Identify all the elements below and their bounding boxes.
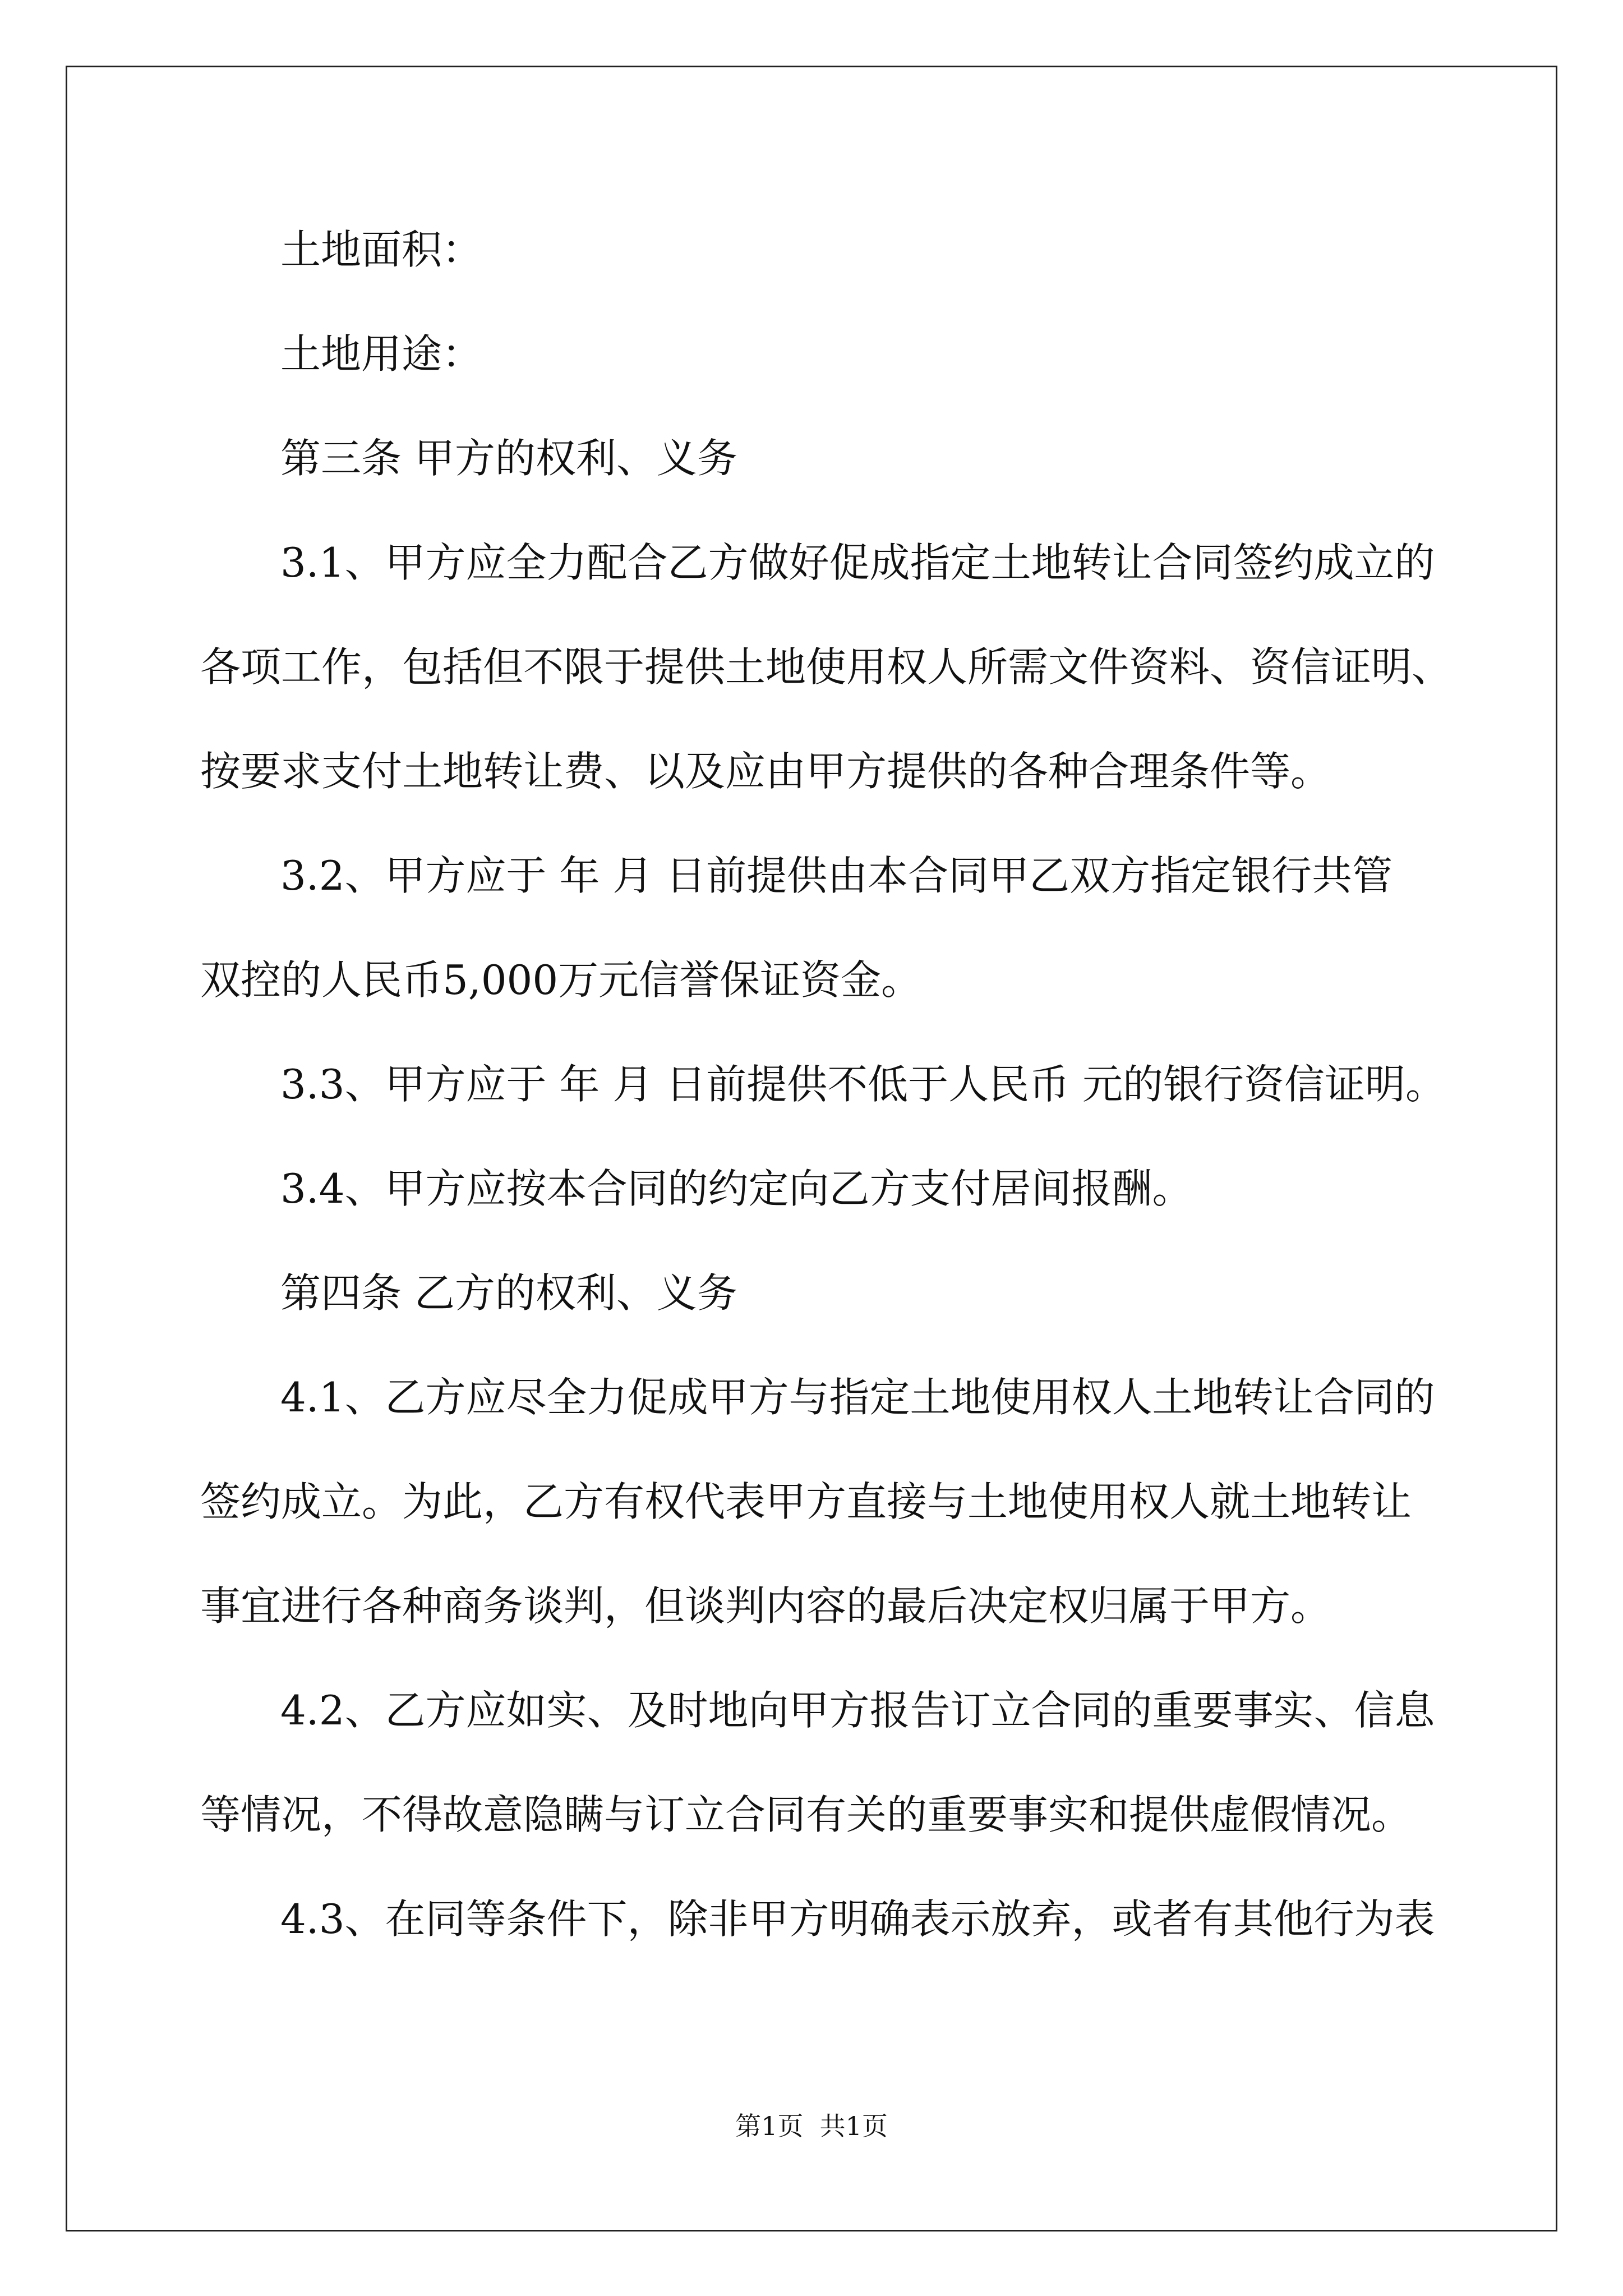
clause-3-1-line-1: 3.1、甲方应全力配合乙方做好促成指定土地转让合同签约成立的 (280, 539, 1435, 586)
clause-3-2-line-1: 3.2、甲方应于 年 月 日前提供由本合同甲乙双方指定银行共管 (280, 852, 1393, 899)
article-4-heading: 第四条 乙方的权利、义务 (280, 1269, 737, 1317)
clause-3-3: 3.3、甲方应于 年 月 日前提供不低于人民币 元的银行资信证明。 (280, 1061, 1446, 1108)
clause-4-2-line-2: 等情况，不得故意隐瞒与订立合同有关的重要事实和提供虚假情况。 (200, 1791, 1412, 1838)
clause-3-4: 3.4、甲方应按本合同的约定向乙方支付居间报酬。 (280, 1165, 1193, 1212)
clause-3-1-line-3: 按要求支付土地转让费、以及应由甲方提供的各种合理条件等。 (200, 748, 1331, 795)
clause-3-2-line-2: 双控的人民币5,000万元信誉保证资金。 (200, 956, 922, 1004)
clause-4-1-line-2: 签约成立。为此，乙方有权代表甲方直接与土地使用权人就土地转让 (200, 1478, 1412, 1525)
clause-3-1-line-2: 各项工作，包括但不限于提供土地使用权人所需文件资料、资信证明、 (200, 643, 1453, 691)
paragraph-land-use: 土地用途： (280, 330, 483, 378)
paragraph-land-area: 土地面积： (280, 226, 483, 273)
article-3-heading: 第三条 甲方的权利、义务 (280, 435, 737, 482)
clause-4-2-line-1: 4.2、乙方应如实、及时地向甲方报告订立合同的重要事实、信息 (280, 1687, 1435, 1734)
page-footer: 第1页 共1页 (735, 2111, 888, 2141)
clause-4-1-line-3: 事宜进行各种商务谈判，但谈判内容的最后决定权归属于甲方。 (200, 1582, 1331, 1630)
clause-4-1-line-1: 4.1、乙方应尽全力促成甲方与指定土地使用权人土地转让合同的 (280, 1374, 1435, 1421)
clause-4-3-line-1: 4.3、在同等条件下，除非甲方明确表示放弃，或者有其他行为表 (280, 1895, 1435, 1943)
